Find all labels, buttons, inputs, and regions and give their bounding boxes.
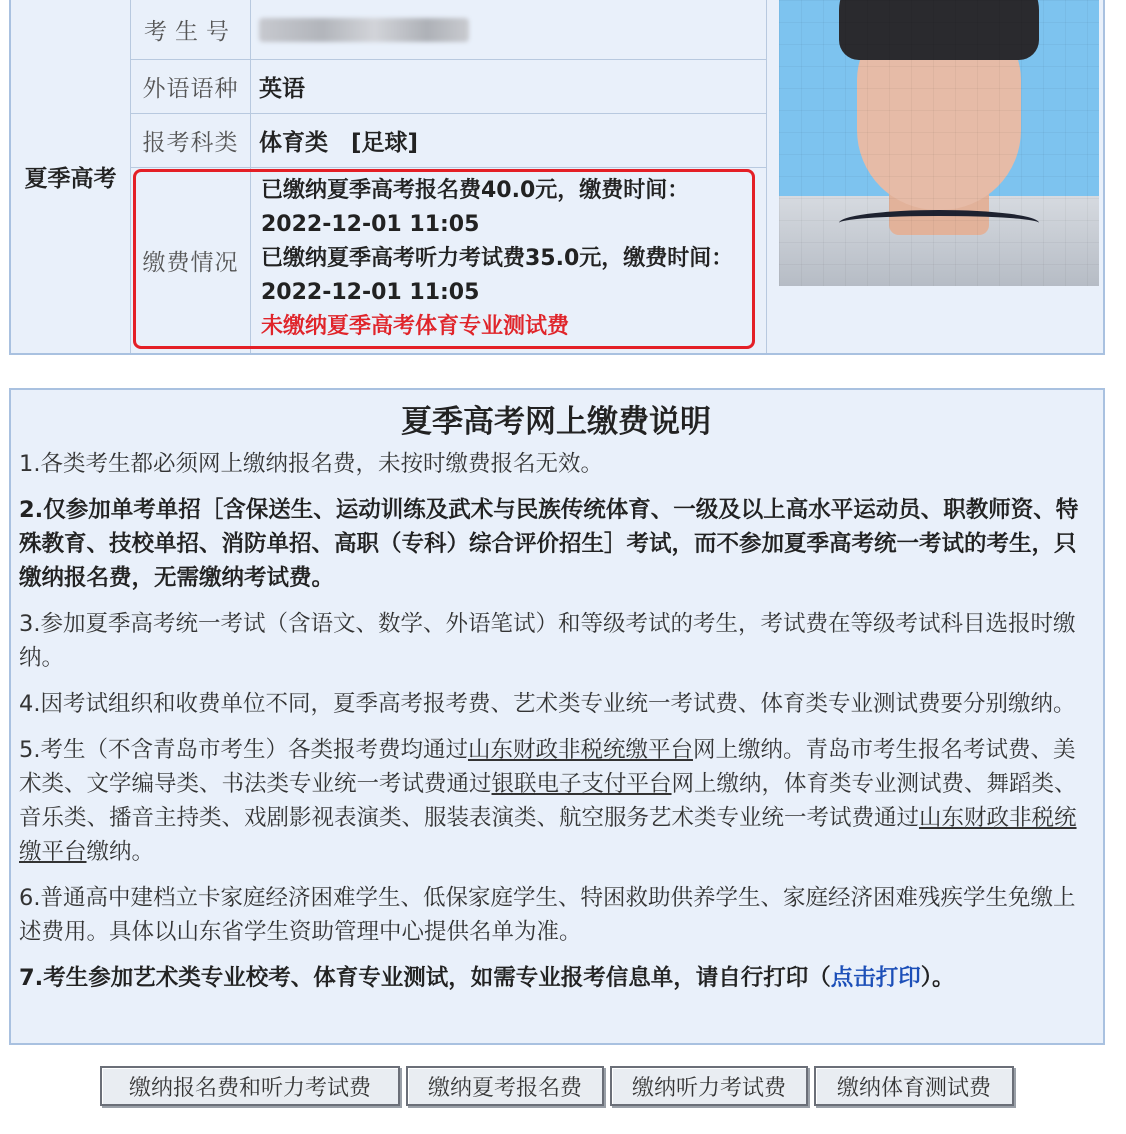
redacted-candidate-number	[259, 18, 469, 42]
payment-line-listening: 已缴纳夏季高考听力考试费35.0元，缴费时间：2022-12-01 11:05	[261, 246, 734, 305]
candidate-info-panel	[9, 0, 1105, 355]
foreign-language-value: 英语	[251, 60, 767, 114]
instruction-3: 3.参加夏季高考统一考试（含语文、数学、外语笔试）和等级考试的考生，考试费在等级考试科目选报时缴纳。	[19, 611, 1076, 671]
exam-category-label: 报考科类	[131, 114, 251, 168]
pay-sports-test-button[interactable]: 缴纳体育测试费	[814, 1066, 1014, 1106]
instructions-title: 夏季高考网上缴费说明	[401, 404, 711, 440]
instruction-6: 6.普通高中建档立卡家庭经济困难学生、低保家庭学生、特困救助供养学生、家庭经济困难残疾学生免缴上述费用。具体以山东省学生资助管理中心提供名单为准。	[19, 885, 1076, 945]
pay-listening-button[interactable]: 缴纳听力考试费	[610, 1066, 808, 1106]
payment-instructions-panel	[9, 388, 1105, 1045]
instruction-5: 5.考生（不含青岛市考生）各类报考费均通过山东财政非税统缴平台网上缴纳。青岛市考生报名考试费、美术类、文学编导类、书法类专业统一考试费通过银联电子支付平台网上缴纳，体育类专业测试费、舞蹈类、音乐类、播音主持类、戏剧影视表演类、服装表演类、航空服务艺术类专业统一考试费通过山东财政非税统缴平台缴纳。	[19, 737, 1077, 865]
unionpay-platform-link[interactable]: 银联电子支付平台	[491, 771, 672, 797]
section-label-summer-exam: 夏季高考	[11, 0, 131, 353]
instruction-4: 4.因考试组织和收费单位不同，夏季高考报考费、艺术类专业统一考试费、体育类专业测试费要分别缴纳。	[19, 691, 1076, 717]
payment-line-registration: 已缴纳夏季高考报名费40.0元，缴费时间：2022-12-01 11:05	[261, 178, 690, 237]
shandong-finance-platform-link-2[interactable]: 山东财政非税统缴平台	[19, 805, 1077, 865]
exam-category-value: 体育类 [足球]	[251, 114, 767, 168]
payment-status-value	[251, 168, 767, 353]
candidate-number-value	[251, 0, 767, 60]
instruction-1: 1.各类考生都必须网上缴纳报名费，未按时缴费报名无效。	[19, 451, 603, 477]
instruction-7: 7.考生参加艺术类专业校考、体育专业测试，如需专业报考信息单，请自行打印（点击打印）。	[19, 965, 955, 991]
shandong-finance-platform-link[interactable]: 山东财政非税统缴平台	[467, 737, 693, 763]
payment-line-unpaid-sports: 未缴纳夏季高考体育专业测试费	[261, 314, 570, 339]
foreign-language-label: 外语语种	[131, 60, 251, 114]
pay-registration-button[interactable]: 缴纳夏考报名费	[406, 1066, 604, 1106]
pay-registration-and-listening-button[interactable]: 缴纳报名费和听力考试费	[100, 1066, 400, 1106]
print-link[interactable]: 点击打印	[830, 965, 921, 991]
candidate-number-label: 考生号	[131, 0, 251, 60]
candidate-photo	[779, 0, 1099, 286]
payment-status-label: 缴费情况	[131, 168, 251, 353]
instruction-2: 2.仅参加单考单招［含保送生、运动训练及武术与民族传统体育、一级及以上高水平运动员、职教师资、特殊教育、技校单招、消防单招、高职（专科）综合评价招生］考试，而不参加夏季高考统一考试的考生，只缴纳报名费，无需缴纳考试费。	[19, 497, 1079, 591]
